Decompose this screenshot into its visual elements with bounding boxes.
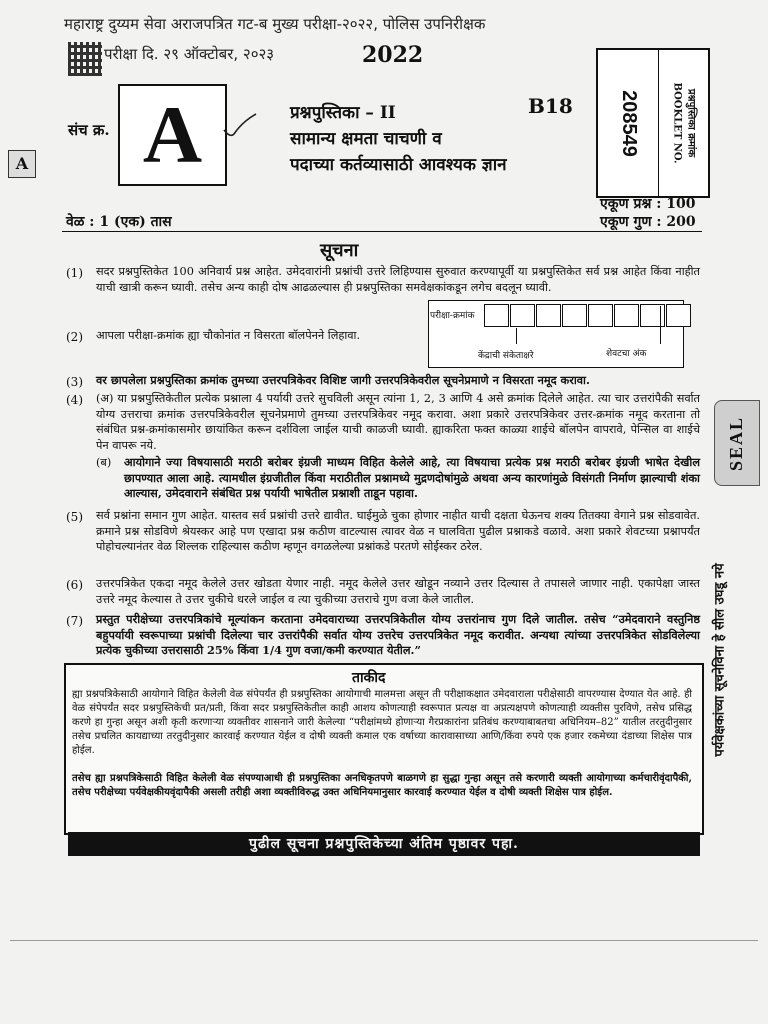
roll-cell[interactable]	[588, 304, 613, 327]
page-edge-line	[10, 940, 758, 941]
item-number: (1)	[66, 266, 83, 280]
item-number: (3)	[66, 375, 83, 389]
roll-number-label: परीक्षा-क्रमांक	[430, 311, 475, 321]
instruction-7: प्रस्तुत परीक्षेच्या उत्तरपत्रिकांचे मूल्यांकन करताना उमेदवाराच्या उत्तरपत्रिकेतील योग्य उत्तरांनाच गुण दिले जातील. तसेच “उमेदवाराने वस्तुनिष्ठ बहुपर्यायी स्वरूपाच्या प्रश्नांची दिलेल्या चार उत्तरांपैकी सर्वात योग्य उत्तरेच उत्तरपत्रिकेत नमूद करावीत. अन्यथा त्यांच्या उत्तरपत्रिकेत सोडविलेल्या प्रत्येक चुकीच्या उत्तरासाठी 25% किंवा 1/4 गुण वजा/कमी करण्यात येतील.”	[96, 612, 700, 658]
total-questions: एकूण प्रश्न : 100	[600, 196, 696, 212]
item-number: (6)	[66, 578, 83, 592]
series-code: B18	[528, 94, 573, 118]
instruction-2: आपला परीक्षा-क्रमांक ह्या चौकोनांत न विसरता बॉलपेनने लिहावा.	[96, 329, 361, 342]
handwritten-exam-date: परीक्षा दि. २९ ऑक्टोबर, २०२३	[104, 45, 275, 63]
side-set-tab: A	[8, 150, 36, 178]
roll-cell[interactable]	[562, 304, 587, 327]
arrow-line	[516, 328, 517, 344]
roll-cell[interactable]	[484, 304, 509, 327]
exam-time: वेळ : 1 (एक) तास	[66, 214, 172, 230]
booklet-title: प्रश्नपुस्तिका – II	[290, 103, 396, 123]
warning-paragraph-1: ह्या प्रश्नपत्रिकेसाठी आयोगाने विहित केलेली वेळ संपेपर्यंत ही प्रश्नपुस्तिका आयोगाची मालमत्ता असून ती परीक्षाकक्षात उमेदवाराला परीक्षेसाठी वापरण्यास देण्यात येत आहे. ही वेळ संपेपर्यंत सदर प्रश्नपुस्तिकेची प्रत/प्रती, किंवा सदर प्रश्नपुस्तिकेतील काही आशय कोणत्याही स्वरूपात प्रत्यक्ष वा अप्रत्यक्षपणे कोणत्याही व्यक्तीस पुरविणे, तसेच प्रसिद्ध करणे हा गुन्हा असून अशी कृती करणाऱ्या व्यक्तीवर शासनाने जारी केलेल्या “परीक्षांमध्ये होणाऱ्या गैरप्रकारांना प्रतिबंध करण्याबाबतचा अधिनियम–82” यातील तरतुदीनुसार तसेच प्रचलित कायद्याच्या तरतुदीनुसार कारवाई करण्यात येईल व दोषी व्यक्ती कमाल एक वर्षाच्या कारावासाच्या आणि/किंवा रुपये एक हजार रकमेच्या दंडाच्या शिक्षेस पात्र होईल.	[72, 689, 692, 756]
centre-code-caption: केंद्राची संकेताक्षरे	[478, 351, 534, 361]
roll-cell[interactable]	[640, 304, 665, 327]
instruction-5: सर्व प्रश्नांना समान गुण आहेत. यास्तव सर्व प्रश्नांची उत्तरे द्यावीत. घाईमुळे चुका होणार नाहीत याची दक्षता घेऊनच शक्य तितक्या वेगाने प्रश्न सोडवावेत. क्रमाने प्रश्न सोडविणे श्रेयस्कर आहे पण एखादा प्रश्न कठीण वाटल्यास त्यावर वेळ न घालविता पुढील प्रश्नाकडे वळावे. अशा प्रकारे शेवटच्या प्रश्नापर्यंत पोहोचल्यानंतर वेळ शिल्लक राहिल्यास कठीण म्हणून वगळलेल्या प्रश्नांकडे परतणे सोईस्कर ठरेल.	[96, 509, 700, 554]
instruction-4a: (अ) या प्रश्नपुस्तिकेतील प्रत्येक प्रश्नाला 4 पर्यायी उत्तरे सुचविली असून त्यांना 1, 2, 3 आणि 4 असे क्रमांक दिलेले आहेत. त्या चार उत्तरांपैकी सर्वात योग्य उत्तराचा क्रमांक उत्तरपत्रिकेवरील सूचनेप्रमाणे तुमच्या उत्तरपत्रिकेवर नमूद करावा. अशा प्रकारे उत्तरपत्रिकेवर उत्तर-क्रमांक नमूद करताना तो संबंधित प्रश्न-क्रमांकासमोर छायांकित करून दर्शविला जाईल याची काळजी घ्यावी. ह्याकरिता फक्त काळ्या शाईचे बॉलपेन वापरावे, पेन्सिल वा शाईचे पेन वापरू नये.	[96, 392, 700, 452]
instruction-3: वर छापलेला प्रश्नपुस्तिका क्रमांक तुमच्या उत्तरपत्रिकेवर विशिष्ट जागी उत्तरपत्रिकेवरील सूचनेप्रमाणे न विसरता नमूद करावा.	[96, 373, 590, 387]
arrow-line	[660, 306, 661, 344]
header-divider	[62, 231, 702, 232]
instruction-6: उत्तरपत्रिकेत एकदा नमूद केलेले उत्तर खोडता येणार नाही. नमूद केलेले उत्तर खोडून नव्याने उत्तर दिल्यास ते तपासले जाणार नाही. एकापेक्षा जास्त उत्तरे नमूद केल्यास ते उत्तर चुकीचे धरले जाईल व त्या चुकीच्या उत्तराचे गुण वजा केले जातील.	[96, 577, 700, 606]
seal-tab[interactable]	[714, 400, 760, 486]
last-digit-caption: शेवटचा अंक	[606, 349, 647, 359]
seal-instruction-strip	[704, 420, 734, 900]
warning-paragraph-2: तसेच ह्या प्रश्नपत्रिकेसाठी विहित केलेली वेळ संपण्याआधी ही प्रश्नपुस्तिका अनधिकृतपणे बाळगणे हा सुद्धा गुन्हा असून तसे करणारी व्यक्ती आयोगाच्या कर्मचारीवृंदापैकी, तसेच परीक्षेच्या पर्यवेक्षकीयवृंदापैकी असली तरीही अशा व्यक्तीविरुद्ध उक्त अधिनियमानुसार कारवाई करण्यात येईल व दोषी व्यक्ती शिक्षेस पात्र होईल.	[72, 773, 692, 798]
item-number: (ब)	[96, 456, 112, 469]
handwritten-tick-icon	[222, 112, 258, 140]
next-instructions-banner: पुढील सूचना प्रश्नपुस्तिकेच्या अंतिम पृष्ठावर पहा.	[68, 832, 700, 856]
booklet-number: 208549	[617, 89, 640, 157]
item-number: (7)	[66, 614, 83, 628]
exam-year: 2022	[362, 42, 424, 68]
total-marks: एकूण गुण : 200	[600, 214, 696, 230]
item-number: (2)	[66, 330, 83, 344]
booklet-number-label-en: BOOKLET NO.	[672, 82, 684, 164]
roll-cell[interactable]	[536, 304, 561, 327]
booklet-number-label-mr: प्रश्नपुस्तिका क्रमांक	[686, 88, 698, 158]
set-letter: A	[142, 89, 203, 180]
paper-subject-line-1: सामान्य क्षमता चाचणी व	[290, 129, 442, 149]
item-number: (4)	[66, 393, 83, 407]
warning-heading: ताकीद	[352, 670, 386, 686]
handwritten-exam-title: महाराष्ट्र दुय्यम सेवा अराजपत्रित गट-ब मुख्य परीक्षा-२०२२, पोलिस उपनिरीक्षक	[64, 15, 486, 33]
item-number: (5)	[66, 510, 83, 524]
roll-cell[interactable]	[614, 304, 639, 327]
seal-label: SEAL	[726, 415, 747, 471]
booklet-number-box	[596, 48, 710, 198]
paper-subject-line-2: पदाच्या कर्तव्यासाठी आवश्यक ज्ञान	[290, 155, 507, 175]
set-label: संच क्र.	[68, 121, 110, 139]
instruction-1: सदर प्रश्नपुस्तिकेत 100 अनिवार्य प्रश्न आहेत. उमेदवारांनी प्रश्नांची उत्तरे लिहिण्यास सुरुवात करण्यापूर्वी या प्रश्नपुस्तिकेत सर्व प्रश्न आहेत किंवा नाहीत याची खात्री करून घ्यावी. तसेच अन्य काही दोष आढळल्यास ही प्रश्नपुस्तिका समवेक्षकांकडून लगेच बदलून घ्यावी.	[96, 265, 700, 294]
instruction-4b: आयोगाने ज्या विषयासाठी मराठी बरोबर इंग्रजी माध्यम विहित केलेले आहे, त्या विषयाचा प्रत्येक प्रश्न मराठी बरोबर इंग्रजी भाषेत देखील छापण्यात आला आहे. त्यामधील इंग्रजीतील किंवा मराठीतील प्रश्नामध्ये मुद्रणदोषांमुळे अथवा अन्य कारणांमुळे विसंगती निर्माण झाल्याची शंका आल्यास, उमेदवाराने संबंधित प्रश्न पर्यायी भाषेतील प्रश्नाशी ताडून पहावा.	[124, 455, 700, 501]
qr-code	[68, 42, 102, 76]
set-letter-box	[118, 84, 227, 186]
seal-instruction-text: पर्यवेक्षकांच्या सूचनेविना हे सील उघडू नये	[713, 563, 728, 757]
instructions-heading: सूचना	[320, 240, 359, 261]
roll-cell[interactable]	[666, 304, 691, 327]
roll-cell[interactable]	[510, 304, 535, 327]
